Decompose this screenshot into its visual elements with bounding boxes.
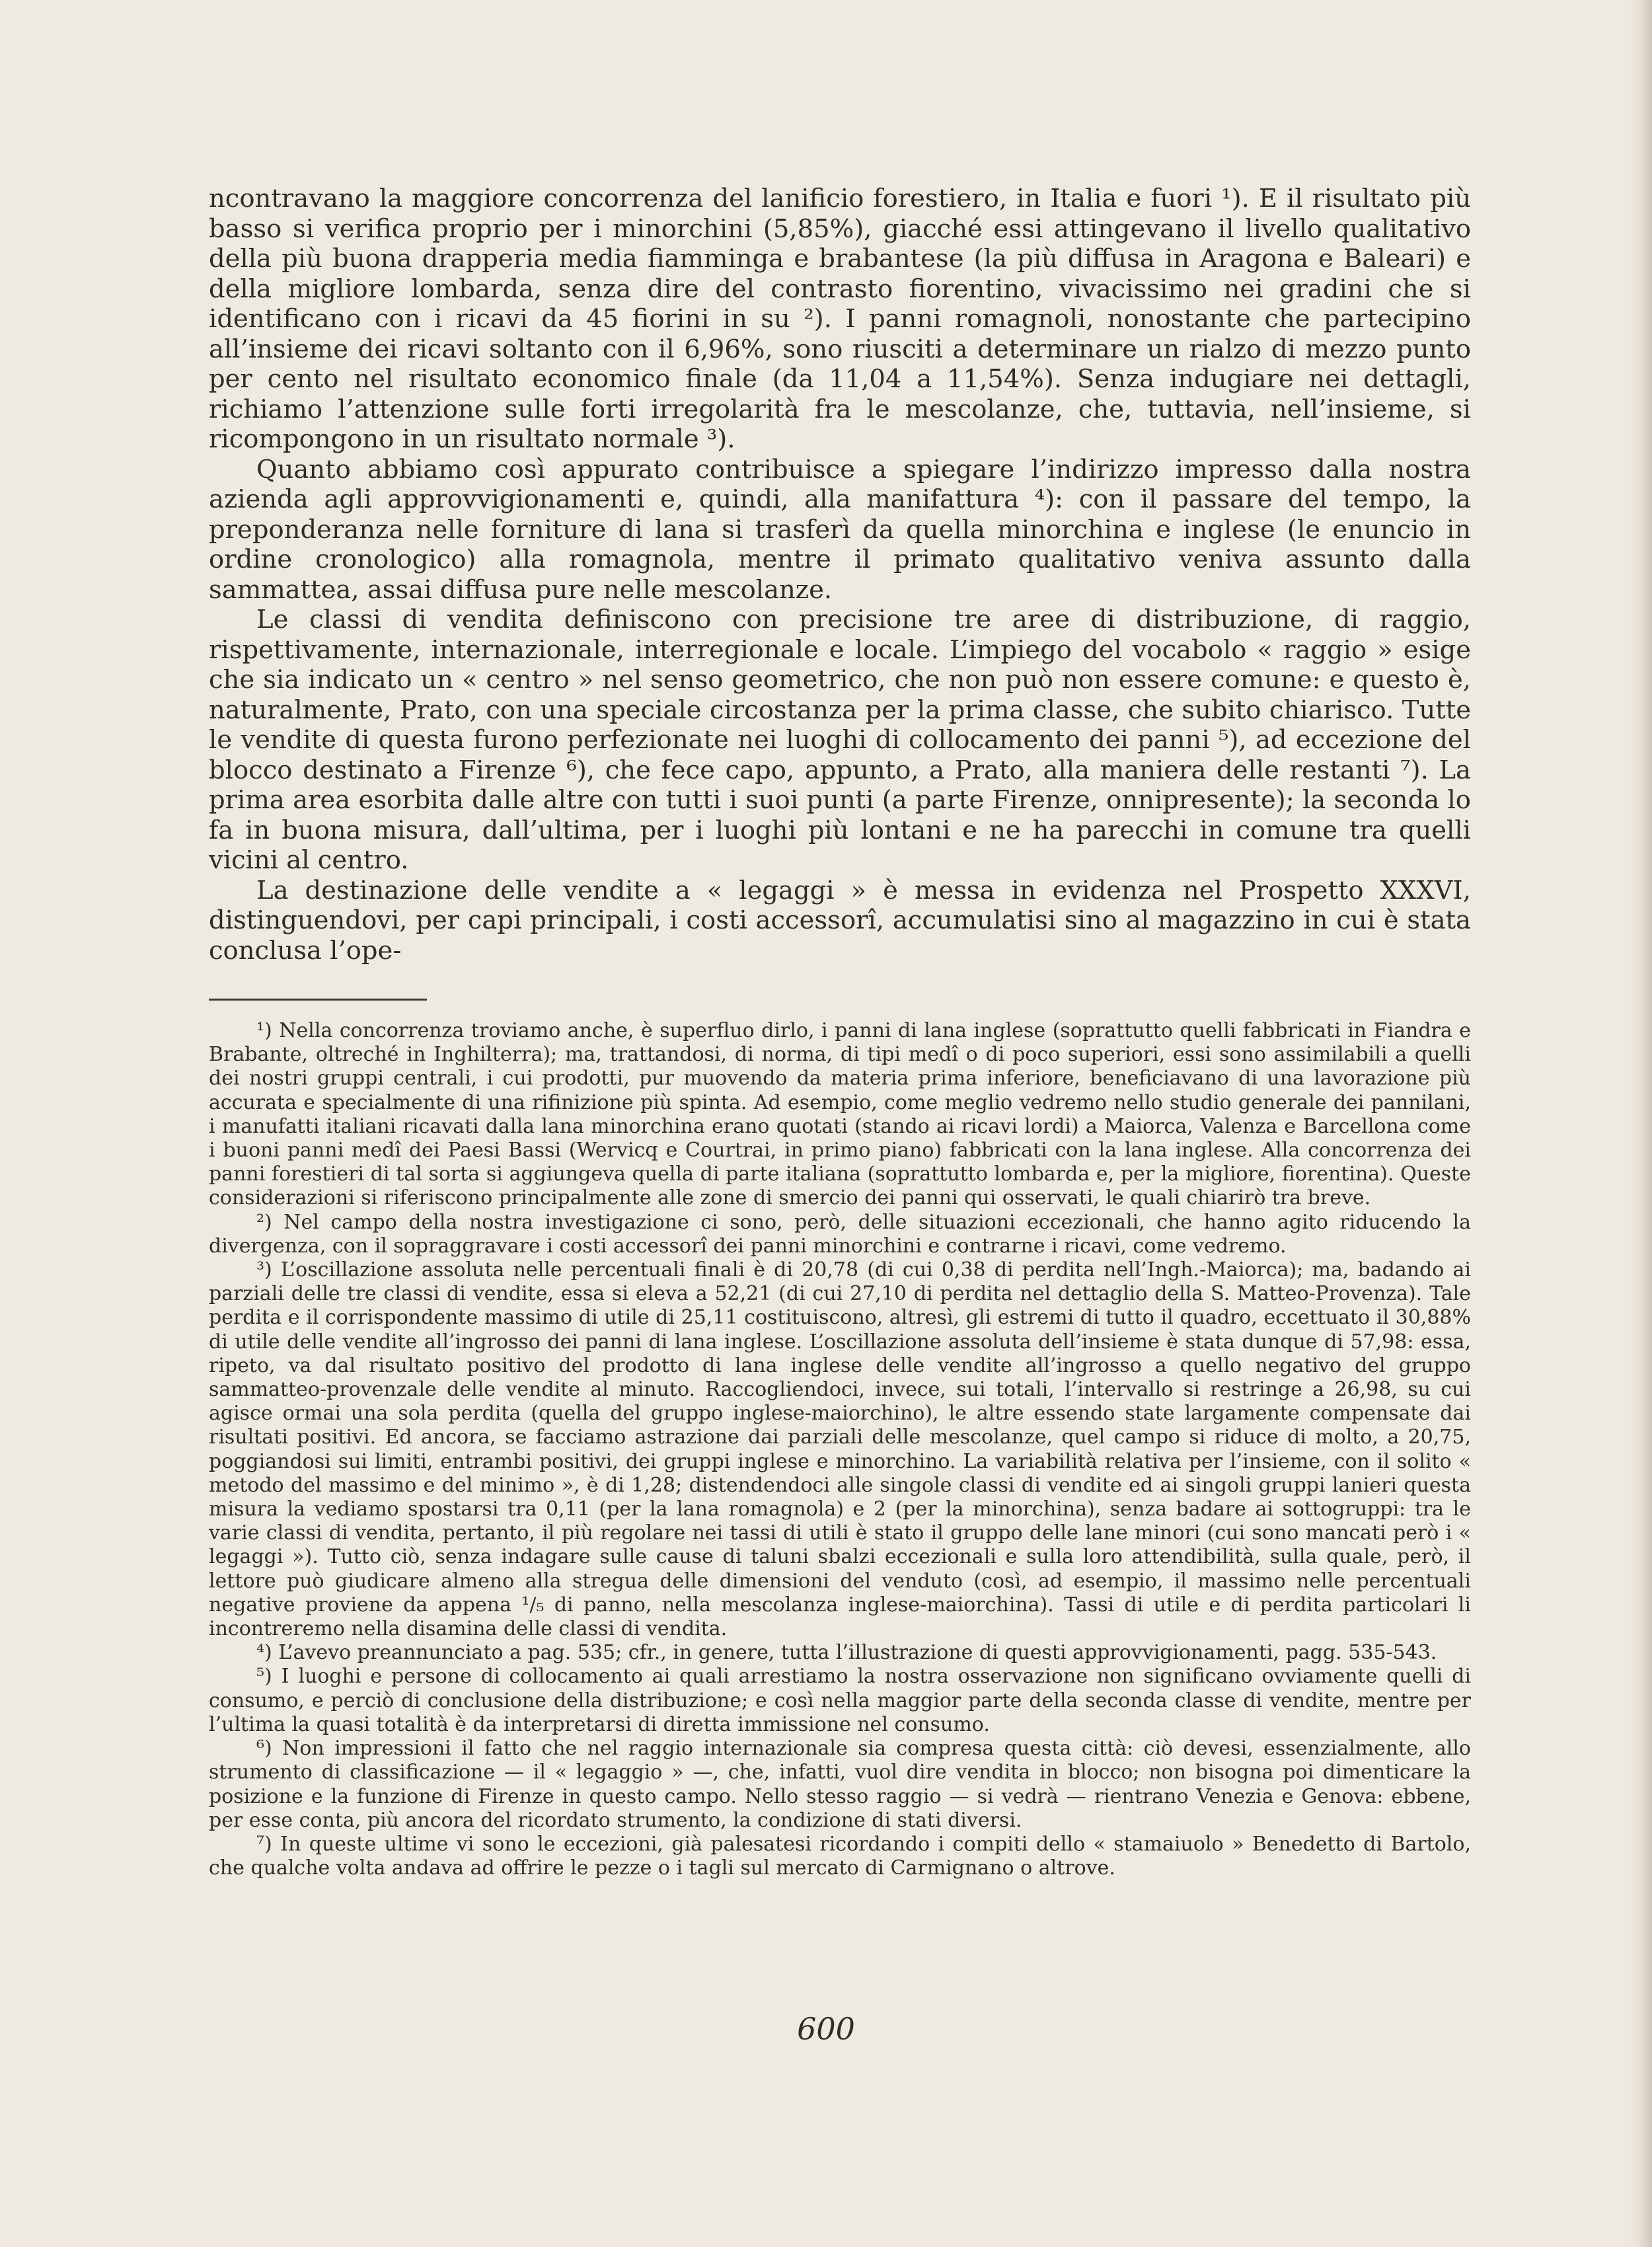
footnote: ⁶) Non impressioni il fatto che nel raggio internazionale sia compresa questa città: ciò devesi, essenzialmente, allo strumento di classificazione — il « legaggio » —, che, infatti, vuol dire vendita in blocco; non bisogna poi dimenticare la posizione e la funzione di Firenze in questo campo. Nello stesso raggio — si vedrà — rientrano Venezia e Genova: ebbene, per esse conta, più ancora del ricordato strumento, la condizione di stati diversi. <box>209 1737 1471 1832</box>
paragraph: Quanto abbiamo così appurato contribuisce a spiegare l’indirizzo impresso dalla nostra azienda agli approvvigionamenti e, quindi, alla manifattura ⁴): con il passare del tempo, la preponderanza nelle forniture di lana si trasferì da quella minorchina e inglese (le enuncio in ordine cronologico) alla romagnola, mentre il primato qualitativo veniva assunto dalla sammattea, assai diffusa pure nelle mescolanze. <box>209 454 1471 605</box>
footnote-divider <box>209 999 427 1001</box>
footnote: ⁵) I luoghi e persone di collocamento ai quali arrestiamo la nostra osservazione non significano ovviamente quelli di consumo, e perciò di conclusione della distribuzione; e così nella maggior parte della seconda classe di vendite, mentre per l’ultima la quasi totalità è da interpretarsi di diretta immissione nel consumo. <box>209 1665 1471 1736</box>
scan-shadow <box>1640 0 1652 2247</box>
scan-page-edge <box>1620 0 1640 2247</box>
main-text <box>209 184 1471 966</box>
paragraph: ncontravano la maggiore concorrenza del lanificio forestiero, in Italia e fuori ¹). E il risultato più basso si verifica proprio per i minorchini (5,85%), giacché essi attingevano il livello qualitativo della più buona drapperia media fiamminga e brabantese (la più diffusa in Aragona e Baleari) e della migliore lombarda, senza dire del contrasto fiorentino, vivacissimo nei gradini che si identificano con i ricavi da 45 fiorini in su ²). I panni romagnoli, nonostante che partecipino all’insieme dei ricavi soltanto con il 6,96%, sono riusciti a determinare un rialzo di mezzo punto per cento nel risultato economico finale (da 11,04 a 11,54%). Senza indugiare nei dettagli, richiamo l’attenzione sulle forti irregolarità fra le mescolanze, che, tuttavia, nell’insieme, si ricompongono in un risultato normale ³). <box>209 184 1471 454</box>
footnote: ⁷) In queste ultime vi sono le eccezioni, già palesatesi ricordando i compiti dello « stamaiuolo » Benedetto di Bartolo, che qualche volta andava ad offrire le pezze o i tagli sul mercato di Carmignano o altrove. <box>209 1832 1471 1880</box>
footnote: ¹) Nella concorrenza troviamo anche, è superfluo dirlo, i panni di lana inglese (soprattutto quelli fabbricati in Fiandra e Brabante, oltreché in Inghilterra); ma, trattandosi, di norma, di tipi medî o di poco superiori, essi sono assimilabili a quelli dei nostri gruppi centrali, i cui prodotti, pur muovendo da materia prima inferiore, beneficiavano di una lavorazione più accurata e specialmente di una rifinizione più spinta. Ad esempio, come meglio vedremo nello studio generale dei pannilani, i manufatti italiani ricavati dalla lana minorchina erano quotati (stando ai ricavi lordi) a Maiorca, Valenza e Barcellona come i buoni panni medî dei Paesi Bassi (Wervicq e Courtrai, in primo piano) fabbricati con la lana inglese. Alla concorrenza dei panni forestieri di tal sorta si aggiungeva quella di parte italiana (soprattutto lombarda e, per la migliore, fiorentina). Queste considerazioni si riferiscono principalmente alle zone di smercio dei panni qui osservati, le quali chiarirò tra breve. <box>209 1019 1471 1210</box>
footnote: ³) L’oscillazione assoluta nelle percentuali finali è di 20,78 (di cui 0,38 di perdita nell’Ingh.-Maiorca); ma, badando ai parziali delle tre classi di vendite, essa si eleva a 52,21 (di cui 27,10 di perdita nel dettaglio della S. Matteo-Provenza). Tale perdita e il corrispondente massimo di utile di 25,11 costituiscono, altresì, gli estremi di tutto il quadro, eccettuato il 30,88% di utile delle vendite all’ingrosso dei panni di lana inglese. L’oscillazione assoluta dell’insieme è stata dunque di 57,98: essa, ripeto, va dal risultato positivo del prodotto di lana inglese delle vendite all’ingrosso a quello negativo del gruppo sammatteo-provenzale delle vendite al minuto. Raccogliendoci, invece, sui totali, l’intervallo si restringe a 26,98, su cui agisce ormai una sola perdita (quella del gruppo inglese-maiorchino), le altre essendo state largamente compensate dai risultati positivi. Ed ancora, se facciamo astrazione dai parziali delle mescolanze, quel campo si riduce di molto, a 20,75, poggiandosi sui limiti, entrambi positivi, dei gruppi inglese e minorchino. La variabilità relativa per l’insieme, con il solito « metodo del massimo e del minimo », è di 1,28; distendendoci alle singole classi di vendite ed ai singoli gruppi lanieri questa misura la vediamo spostarsi tra 0,11 (per la lana romagnola) e 2 (per la minorchina), senza badare ai sottogruppi: tra le varie classi di vendita, pertanto, il più regolare nei tassi di utili è stato il gruppo delle lane minori (cui sono mancati però i « legaggi »). Tutto ciò, senza indagare sulle cause di taluni sbalzi eccezionali e sulla loro attendibilità, sulla quale, però, il lettore può giudicare almeno alla stregua delle dimensioni del venduto (così, ad esempio, il massimo nelle percentuali negative proviene da appena ¹/₅ di panno, nella mescolanza inglese-maiorchina). Tassi di utile e di perdita particolari li incontreremo nella disamina delle classi di vendita. <box>209 1258 1471 1641</box>
footnote: ⁴) L’avevo preannunciato a pag. 535; cfr., in genere, tutta l’illustrazione di questi approvvigionamenti, pagg. 535-543. <box>256 1641 1437 1665</box>
footnotes <box>209 1019 1471 1880</box>
paragraph: Le classi di vendita definiscono con precisione tre aree di distribuzione, di raggio, rispettivamente, internazionale, interregionale e locale. L’impiego del vocabolo « raggio » esige che sia indicato un « centro » nel senso geometrico, che non può non essere comune: e questo è, naturalmente, Prato, con una speciale circostanza per la prima classe, che subito chiarisco. Tutte le vendite di questa furono perfezionate nei luoghi di collocamento dei panni ⁵), ad eccezione del blocco destinato a Firenze ⁶), che fece capo, appunto, a Prato, alla maniera delle restanti ⁷). La prima area esorbita dalle altre con tutti i suoi punti (a parte Firenze, onnipresente); la seconda lo fa in buona misura, dall’ultima, per i luoghi più lontani e ne ha parecchi in comune tra quelli vicini al centro. <box>209 605 1471 875</box>
page-content <box>209 184 1471 1880</box>
footnote: ²) Nel campo della nostra investigazione ci sono, però, delle situazioni eccezionali, che hanno agito riducendo la divergenza, con il sopraggravare i costi accessorî dei panni minorchini e contrarne i ricavi, come vedremo. <box>209 1210 1471 1258</box>
page-number: 600 <box>797 2011 855 2047</box>
paragraph: La destinazione delle vendite a « legaggi » è messa in evidenza nel Prospetto XXXVI, distinguendovi, per capi principali, i costi accessorî, accumulatisi sino al magazzino in cui è stata conclusa l’ope- <box>209 875 1471 966</box>
